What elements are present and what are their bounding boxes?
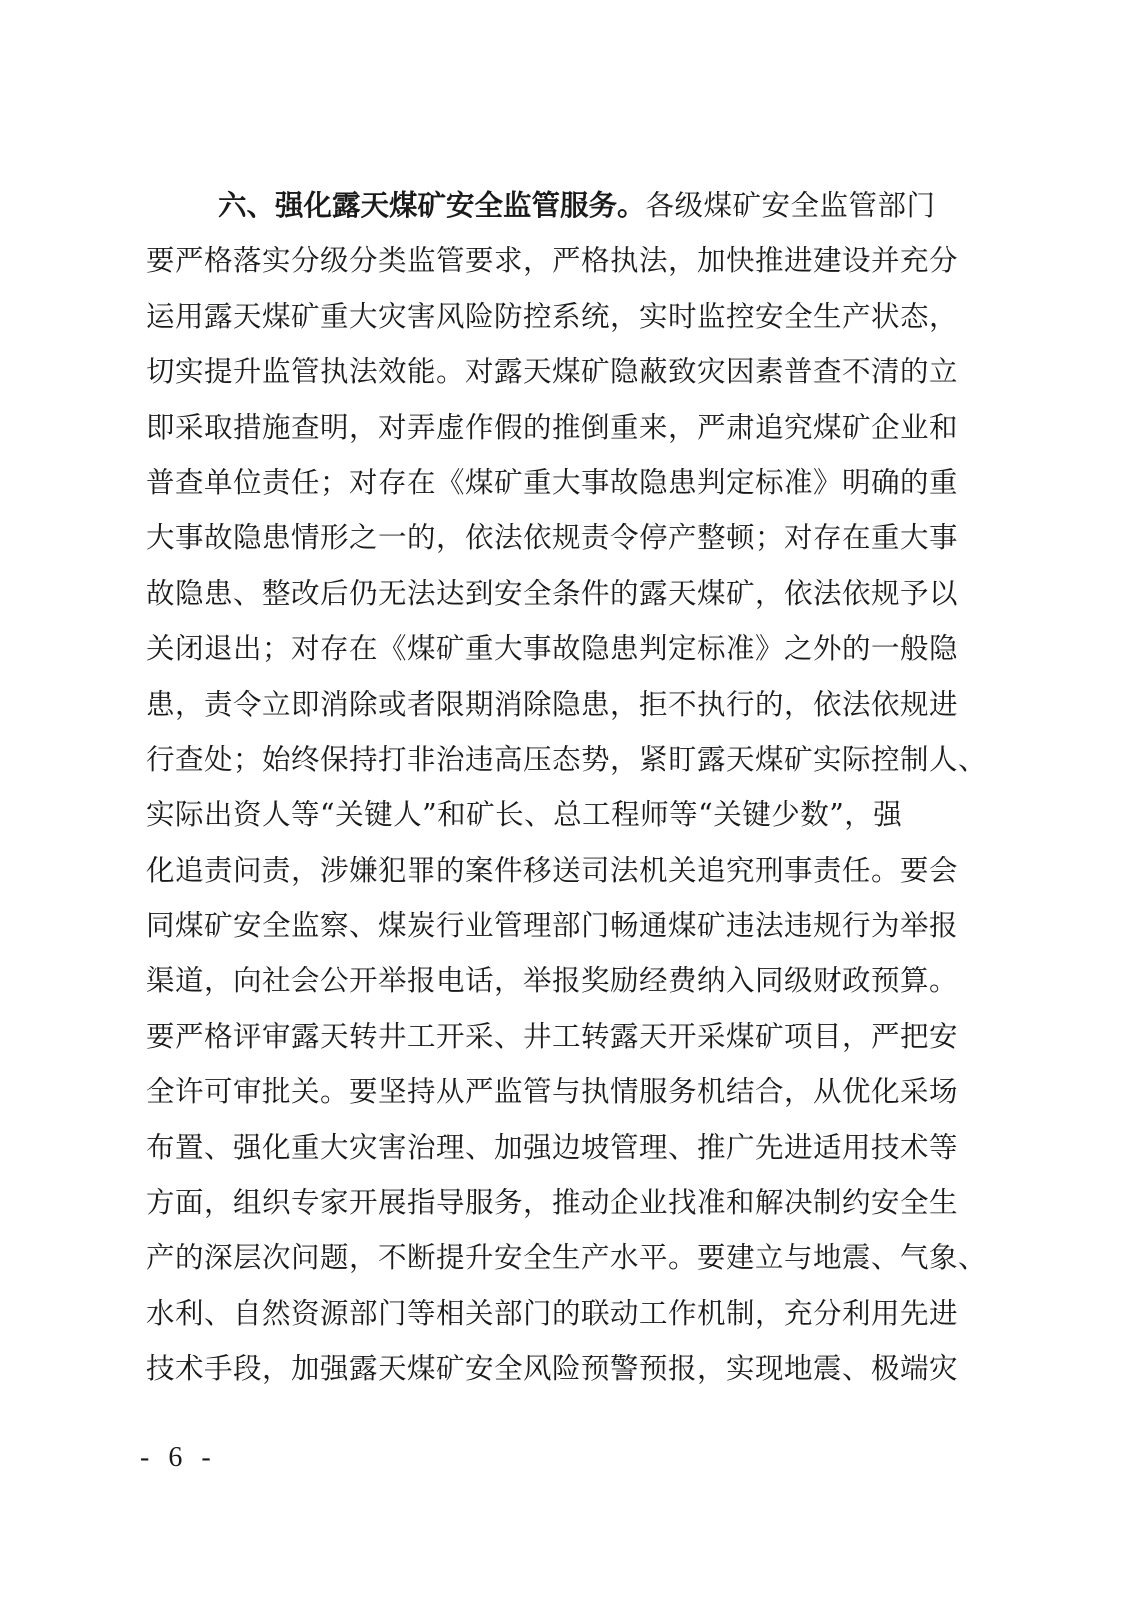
text-line: 技术手段，加强露天煤矿安全风险预警预报，实现地震、极端灾 <box>146 1352 959 1386</box>
text-line: 患，责令立即消除或者限期消除隐患，拒不执行的，依法依规进 <box>146 687 959 721</box>
text-line: 行查处；始终保持打非治违高压态势，紧盯露天煤矿实际控制人、 <box>146 742 988 776</box>
text-line: 普查单位责任；对存在《煤矿重大事故隐患判定标准》明确的重 <box>146 465 959 499</box>
text-line: 要严格落实分级分类监管要求，严格执法，加快推进建设并充分 <box>146 244 959 278</box>
text-line: 切实提升监管执法效能。对露天煤矿隐蔽致灾因素普查不清的立 <box>146 355 959 389</box>
paragraph-first-line <box>146 178 966 233</box>
first-line-text: 各级煤矿安全监管部门 <box>645 189 936 222</box>
page-number: - 6 - <box>140 1442 217 1473</box>
text-line: 方面，组织专家开展指导服务，推动企业找准和解决制约安全生 <box>146 1186 959 1220</box>
text-line: 水利、自然资源部门等相关部门的联动工作机制，充分利用先进 <box>146 1296 959 1330</box>
body-paragraph <box>146 178 988 1397</box>
text-line: 即采取措施查明，对弄虚作假的推倒重来，严肃追究煤矿企业和 <box>146 410 959 444</box>
text-line: 运用露天煤矿重大灾害风险防控系统，实时监控安全生产状态， <box>146 299 959 333</box>
text-line: 全许可审批关。要坚持从严监管与执情服务机结合，从优化采场 <box>146 1075 959 1109</box>
text-line: 渠道，向社会公开举报电话，举报奖励经费纳入同级财政预算。 <box>146 964 959 998</box>
section-heading: 六、强化露天煤矿安全监管服务。 <box>218 189 646 222</box>
text-line: 产的深层次问题，不断提升安全生产水平。要建立与地震、气象、 <box>146 1241 988 1275</box>
text-line: 大事故隐患情形之一的，依法依规责令停产整顿；对存在重大事 <box>146 521 959 555</box>
text-line: 布置、强化重大灾害治理、加强边坡管理、推广先进适用技术等 <box>146 1130 959 1164</box>
text-line: 要严格评审露天转井工开采、井工转露天开采煤矿项目，严把安 <box>146 1019 959 1053</box>
text-line: 实际出资人等“关键人”和矿长、总工程师等“关键少数”，强 <box>146 798 903 832</box>
text-line: 同煤矿安全监察、煤炭行业管理部门畅通煤矿违法违规行为举报 <box>146 909 959 943</box>
text-line: 故隐患、整改后仍无法达到安全条件的露天煤矿，依法依规予以 <box>146 576 959 610</box>
text-line: 关闭退出；对存在《煤矿重大事故隐患判定标准》之外的一般隐 <box>146 632 959 666</box>
text-line: 化追责问责，涉嫌犯罪的案件移送司法机关追究刑事责任。要会 <box>146 853 959 887</box>
